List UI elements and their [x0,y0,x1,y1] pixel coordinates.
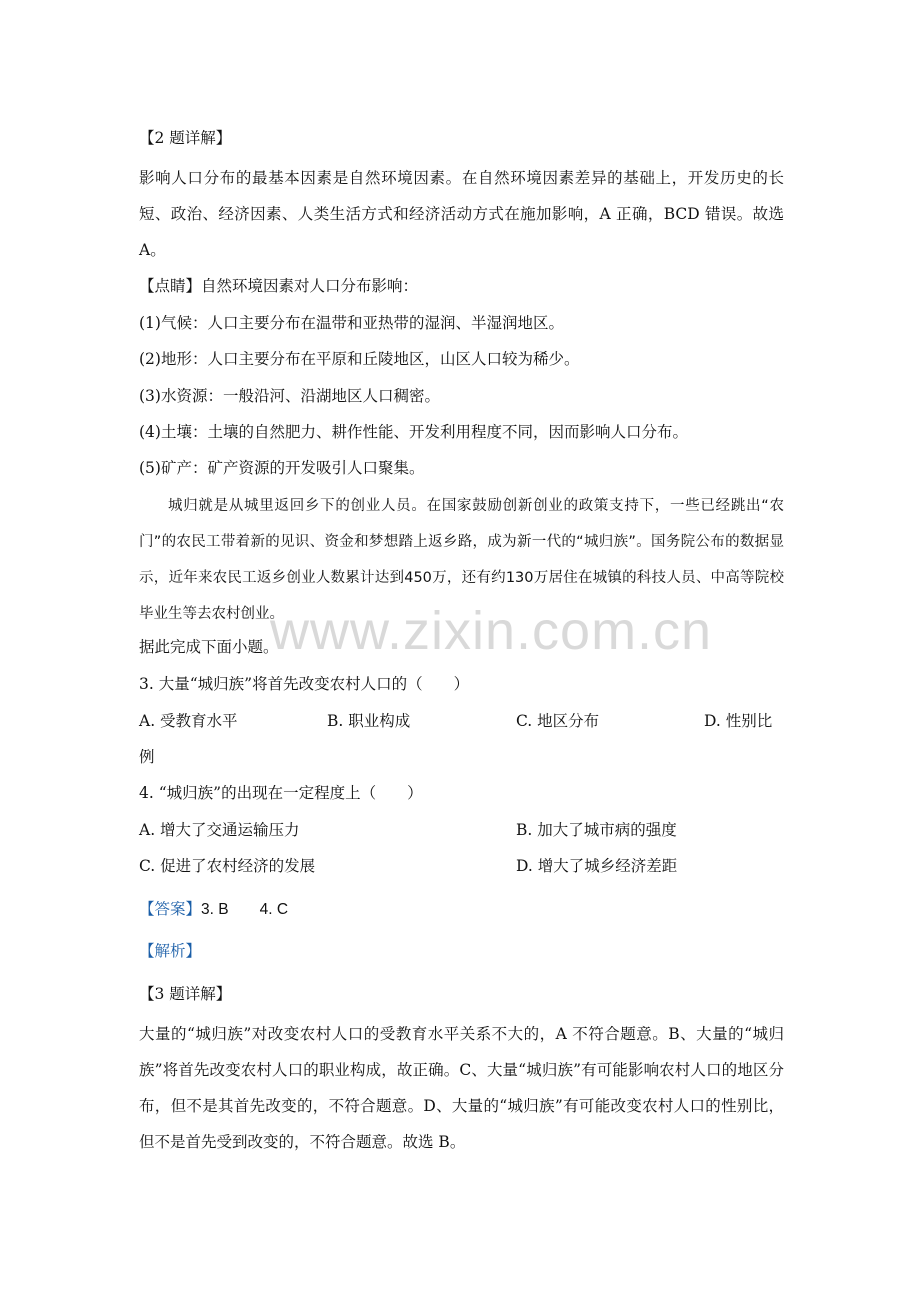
answer-label: 【答案】 [139,900,202,918]
tips-item: (2)地形：人口主要分布在平原和丘陵地区，山区人口较为稀少。 [139,350,580,368]
tips-item: (5)矿产：矿产资源的开发吸引人口聚集。 [139,459,425,477]
tips-item: (4)土壤：土壤的自然肥力、耕作性能、开发利用程度不同，因而影响人口分布。 [139,423,688,441]
tips-item: (3)水资源：一般沿河、沿湖地区人口稠密。 [139,387,440,405]
tips-item: (1)气候：人口主要分布在温带和亚热带的湿润、半湿润地区。 [139,314,564,332]
q3-option-b: B. 职业构成 [327,712,411,730]
q4-option-b: B. 加大了城市病的强度 [516,821,677,839]
q4-stem: 4. “城归族”的出现在一定程度上（ ） [139,784,423,802]
q4-option-d: D. 增大了城乡经济差距 [516,857,678,875]
tips-title: 【点睛】 [139,277,202,295]
tips-intro: 自然环境因素对人口分布影响： [201,277,419,295]
q3-option-a: A. 受教育水平 [139,712,238,730]
q4-option-c: C. 促进了农村经济的发展 [139,857,316,875]
q4-option-a: A. 增大了交通运输压力 [139,821,300,839]
watermark: www.zixin.com.cn [270,601,713,661]
q3-option-d: D. 性别比 [704,712,773,730]
q3-detail-title: 【3 题详解】 [139,985,232,1003]
answer-values: 3. B 4. C [201,901,289,918]
q2-detail-title: 【2 题详解】 [139,129,232,147]
tips-header [139,275,418,297]
q3-stem: 3. 大量“城归族”将首先改变农村人口的（ ） [139,675,470,693]
instruction: 据此完成下面小题。 [139,638,279,656]
q2-detail-body: 影响人口分布的最基本因素是自然环境因素。在自然环境因素差异的基础上，开发历史的长短、政治、经济因素、人类生活方式和经济活动方式在施加影响，A 正确，BCD 错误。故选 A。 [139,169,784,259]
q3-option-c: C. 地区分布 [516,712,600,730]
answer-line [139,898,288,921]
reading-passage: 城归就是从城里返回乡下的创业人员。在国家鼓励创新创业的政策支持下，一些已经跳出“农门”的农民工带着新的见识、资金和梦想踏上返乡路，成为新一代的“城归族”。国务院公布的数据显示，近年来农民工返乡创业人数累计达到450万，还有约130万居住在城镇的科技人员、中高等院校毕业生等去农村创业。 [139,498,784,622]
q3-option-d-wrap: 例 [139,748,155,766]
q3-detail-body: 大量的“城归族”对改变农村人口的受教育水平关系不大的，A 不符合题意。B、大量的“城归族”将首先改变农村人口的职业构成，故正确。C、大量“城归族”有可能影响农村人口的地区分布，但不是其首先改变的，不符合题意。D、大量的“城归族”有可能改变农村人口的性别比，但不是首先受到改变的，不符合题意。故选 B。 [139,1025,784,1151]
analysis-label: 【解析】 [139,942,202,960]
